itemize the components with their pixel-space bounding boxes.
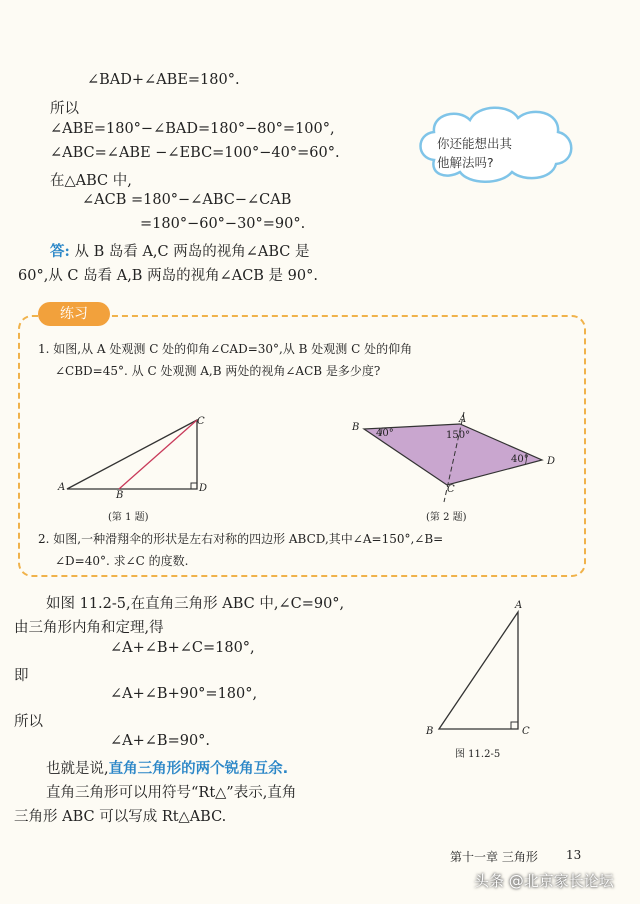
paragraph-3 [46, 757, 288, 778]
answer-line-1 [50, 240, 309, 261]
equation-abe: ∠ABE=180°−∠BAD=180°−80°=100°, [50, 121, 335, 137]
equation-sum-90: ∠A+∠B=90°. [110, 733, 211, 749]
equation-acb-result: =180°−60°−30°=90°. [140, 216, 306, 232]
fig2-caption: (第 2 题) [426, 512, 467, 523]
text-in-triangle: 在△ABC 中, [50, 173, 132, 189]
fig3-caption: 图 11.2-5 [455, 749, 501, 760]
fig3-label-b: B [426, 726, 434, 737]
equation-sum-180: ∠A+∠B+∠C=180°, [110, 640, 255, 656]
fig1-label-d: D [199, 483, 208, 494]
question-1-line-2: ∠CBD=45°. 从 C 处观测 A,B 两处的视角∠ACB 是多少度? [55, 364, 381, 378]
fig1-label-c: C [197, 416, 205, 427]
equation-sum-90-180: ∠A+∠B+90°=180°, [110, 686, 258, 702]
fig2-angle-d: 40° [511, 454, 529, 465]
fig1-triangle [67, 420, 197, 489]
text-suoyi: 所以 [50, 101, 79, 117]
fig2-angle-a: 150° [446, 430, 471, 441]
answer-text-1: 从 B 岛看 A,C 两岛的视角∠ABC 是 [74, 244, 310, 260]
fig3-label-a: A [515, 600, 523, 611]
cloud-line-1: 你还能想出其 [437, 136, 513, 151]
figure-1-diagram [50, 410, 220, 505]
question-1-line-1: 1. 如图,从 A 处观测 C 处的仰角∠CAD=30°,从 B 处观测 C 处的仰角 [38, 342, 413, 356]
paragraph-1: 如图 11.2-5,在直角三角形 ABC 中,∠C=90°, [46, 596, 345, 612]
fig2-angle-b: 40° [376, 428, 394, 439]
practice-tab: 练习 [38, 302, 110, 326]
fig2-label-c: C [447, 484, 455, 495]
footer-chapter: 第十一章 三角形 [450, 850, 538, 864]
question-2-line-1: 2. 如图,一种滑翔伞的形状是左右对称的四边形 ABCD,其中∠A=150°,∠B= [38, 532, 444, 546]
paragraph-2: 由三角形内角和定理,得 [14, 620, 164, 636]
fig2-label-b: B [352, 422, 360, 433]
fig1-right-angle [191, 483, 197, 489]
paragraph-3-prefix: 也就是说, [46, 761, 109, 777]
text-suoyi-2: 所以 [14, 714, 43, 730]
fig3-triangle [439, 612, 518, 729]
cloud-text [437, 134, 557, 172]
figure-11-2-5-diagram [430, 604, 530, 739]
answer-line-2: 60°,从 C 岛看 A,B 两岛的视角∠ACB 是 90°. [18, 268, 318, 284]
equation-acb: ∠ACB =180°−∠ABC−∠CAB [82, 192, 292, 208]
answer-label: 答: [50, 243, 70, 260]
fig2-label-a: A [459, 414, 467, 425]
paragraph-5: 三角形 ABC 可以写成 Rt△ABC. [14, 809, 227, 825]
fig1-caption: (第 1 题) [108, 512, 149, 523]
footer-page-number: 13 [566, 848, 582, 862]
text-ji: 即 [14, 668, 29, 684]
fig3-right-angle [511, 722, 518, 729]
watermark: 头条 @北京家长论坛 [474, 872, 614, 890]
paragraph-4: 直角三角形可以用符号“Rt△”表示,直角 [46, 785, 297, 801]
equation-abc: ∠ABC=∠ABE −∠EBC=100°−40°=60°. [50, 145, 340, 161]
fig1-label-a: A [58, 482, 66, 493]
fig1-label-b: B [116, 490, 124, 501]
cloud-line-2: 他解法吗? [437, 155, 494, 170]
question-2-line-2: ∠D=40°. 求∠C 的度数. [55, 554, 189, 568]
fig2-label-d: D [547, 456, 556, 467]
paragraph-3-highlight: 直角三角形的两个锐角互余. [108, 761, 289, 777]
fig3-label-c: C [522, 726, 530, 737]
equation-bad-abe: ∠BAD+∠ABE=180°. [87, 72, 240, 88]
